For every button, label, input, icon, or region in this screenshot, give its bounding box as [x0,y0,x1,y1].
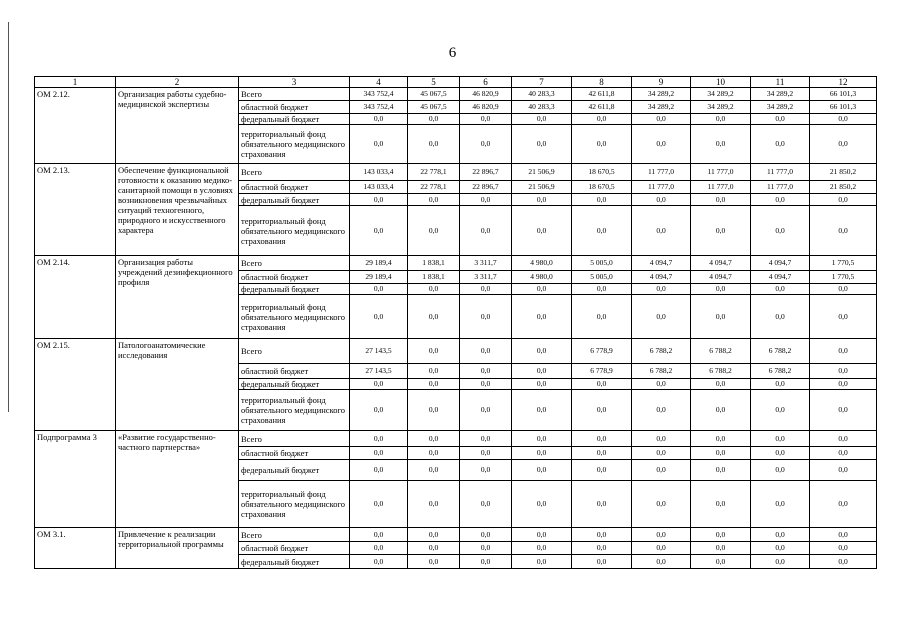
funding-value: 0,0 [460,339,512,364]
funding-value: 0,0 [512,206,572,256]
funding-value: 0,0 [408,555,460,569]
funding-value: 22 778,1 [408,181,460,194]
funding-value: 66 101,3 [810,101,877,114]
funding-value: 0,0 [691,295,751,339]
funding-value: 0,0 [350,481,408,528]
funding-value: 0,0 [810,431,877,447]
funding-value: 0,0 [512,194,572,206]
funding-value: 0,0 [408,447,460,460]
funding-value: 6 788,2 [691,339,751,364]
funding-value: 4 094,7 [632,256,691,271]
funding-value: 0,0 [408,295,460,339]
page-number: 6 [448,45,457,61]
funding-value: 0,0 [460,390,512,431]
funding-value: 40 283,3 [512,88,572,101]
funding-value: 0,0 [350,194,408,206]
funding-value: 0,0 [810,379,877,390]
funding-value: 0,0 [460,295,512,339]
funding-value: 27 143,5 [350,364,408,379]
funding-value: 4 980,0 [512,271,572,284]
funding-value: 0,0 [632,284,691,295]
funding-value: 0,0 [691,379,751,390]
funding-value: 0,0 [572,542,632,555]
funding-value: 0,0 [350,295,408,339]
funding-source: федеральный бюджет [239,114,350,125]
funding-value: 27 143,5 [350,339,408,364]
funding-value: 0,0 [512,295,572,339]
funding-source: федеральный бюджет [239,194,350,206]
funding-value: 0,0 [408,114,460,125]
funding-value: 21 506,9 [512,164,572,181]
column-number-row [35,77,877,88]
funding-value: 6 788,2 [632,364,691,379]
funding-value: 0,0 [408,339,460,364]
funding-value: 0,0 [460,528,512,542]
margin-rule [8,22,9,412]
funding-value: 0,0 [460,125,512,164]
funding-value: 0,0 [512,379,572,390]
funding-value: 0,0 [512,460,572,481]
funding-value: 0,0 [460,431,512,447]
table-row [35,339,877,364]
funding-value: 0,0 [691,194,751,206]
column-number: 1 [35,77,116,88]
funding-source: областной бюджет [239,364,350,379]
funding-source: областной бюджет [239,542,350,555]
funding-value: 3 311,7 [460,256,512,271]
funding-value: 0,0 [632,481,691,528]
column-number: 10 [691,77,751,88]
funding-value: 0,0 [810,447,877,460]
funding-value: 34 289,2 [751,101,810,114]
funding-source: Всего [239,339,350,364]
funding-value: 0,0 [632,379,691,390]
funding-value: 0,0 [751,555,810,569]
funding-value: 34 289,2 [691,88,751,101]
funding-value: 0,0 [408,542,460,555]
funding-value: 0,0 [632,460,691,481]
funding-value: 0,0 [572,206,632,256]
funding-value: 0,0 [512,447,572,460]
activity-name: Обеспечение функциональной готовности к оказанию медико-санитарной помощи в условиях возникновения чрезвычайных ситуаций техногенного, природного и искусственного характера [116,164,239,256]
funding-value: 0,0 [751,295,810,339]
table-row [35,88,877,101]
funding-value: 11 777,0 [691,181,751,194]
funding-value: 0,0 [460,447,512,460]
funding-value: 0,0 [350,284,408,295]
funding-source: территориальный фонд обязательного медицинского страхования [239,481,350,528]
funding-value: 18 670,5 [572,181,632,194]
funding-value: 34 289,2 [632,88,691,101]
funding-value: 0,0 [810,284,877,295]
funding-value: 0,0 [751,114,810,125]
funding-value: 34 289,2 [691,101,751,114]
funding-source: территориальный фонд обязательного медицинского страхования [239,390,350,431]
table-row [35,431,877,447]
funding-value: 0,0 [810,528,877,542]
funding-value: 11 777,0 [632,181,691,194]
funding-value: 0,0 [691,460,751,481]
funding-value: 0,0 [810,194,877,206]
funding-value: 0,0 [350,390,408,431]
funding-value: 34 289,2 [751,88,810,101]
funding-value: 5 005,0 [572,256,632,271]
funding-value: 0,0 [350,542,408,555]
activity-code: ОМ 2.15. [35,339,116,431]
funding-value: 0,0 [632,206,691,256]
funding-value: 0,0 [460,206,512,256]
funding-value: 0,0 [691,431,751,447]
funding-source: областной бюджет [239,101,350,114]
funding-value: 0,0 [810,542,877,555]
funding-value: 1 838,1 [408,256,460,271]
funding-value: 0,0 [810,114,877,125]
activity-name: «Развитие государственно-частного партнерства» [116,431,239,528]
funding-value: 0,0 [460,542,512,555]
funding-value: 46 820,9 [460,88,512,101]
funding-value: 0,0 [408,460,460,481]
funding-value: 0,0 [350,114,408,125]
funding-value: 4 980,0 [512,256,572,271]
funding-value: 0,0 [408,206,460,256]
funding-value: 0,0 [572,390,632,431]
funding-value: 4 094,7 [691,256,751,271]
funding-value: 6 778,9 [572,339,632,364]
funding-value: 0,0 [751,528,810,542]
funding-value: 45 067,5 [408,88,460,101]
funding-value: 40 283,3 [512,101,572,114]
funding-value: 0,0 [572,447,632,460]
funding-value: 0,0 [691,114,751,125]
funding-value: 0,0 [810,390,877,431]
funding-value: 0,0 [751,481,810,528]
funding-value: 0,0 [751,460,810,481]
funding-value: 0,0 [751,390,810,431]
funding-value: 0,0 [460,481,512,528]
funding-value: 4 094,7 [751,271,810,284]
funding-value: 0,0 [572,460,632,481]
funding-value: 0,0 [751,431,810,447]
funding-value: 34 289,2 [632,101,691,114]
funding-value: 0,0 [751,447,810,460]
funding-value: 0,0 [350,206,408,256]
funding-value: 11 777,0 [751,164,810,181]
funding-value: 0,0 [691,528,751,542]
funding-value: 0,0 [632,555,691,569]
funding-value: 0,0 [810,555,877,569]
budget-table [34,76,877,569]
funding-value: 0,0 [460,284,512,295]
funding-value: 4 094,7 [691,271,751,284]
funding-value: 0,0 [810,206,877,256]
funding-value: 0,0 [572,125,632,164]
funding-value: 0,0 [350,125,408,164]
funding-value: 0,0 [691,555,751,569]
funding-value: 0,0 [810,481,877,528]
funding-value: 0,0 [572,555,632,569]
funding-value: 0,0 [512,555,572,569]
activity-code: ОМ 2.14. [35,256,116,339]
funding-value: 1 838,1 [408,271,460,284]
funding-value: 0,0 [572,114,632,125]
funding-value: 0,0 [810,364,877,379]
funding-value: 4 094,7 [751,256,810,271]
funding-source: федеральный бюджет [239,460,350,481]
table-row [35,164,877,181]
funding-value: 0,0 [691,125,751,164]
funding-value: 0,0 [460,114,512,125]
funding-value: 0,0 [691,284,751,295]
funding-value: 0,0 [408,284,460,295]
funding-value: 0,0 [460,379,512,390]
funding-value: 0,0 [751,125,810,164]
funding-source: Всего [239,528,350,542]
funding-value: 0,0 [632,390,691,431]
funding-value: 6 778,9 [572,364,632,379]
activity-code: ОМ 2.12. [35,88,116,164]
funding-value: 0,0 [460,460,512,481]
funding-value: 11 777,0 [751,181,810,194]
funding-value: 0,0 [751,379,810,390]
activity-name: Организация работы учреждений дезинфекционного профиля [116,256,239,339]
funding-value: 0,0 [751,284,810,295]
funding-value: 6 788,2 [751,339,810,364]
funding-source: областной бюджет [239,181,350,194]
funding-value: 0,0 [632,447,691,460]
funding-value: 0,0 [350,431,408,447]
funding-source: федеральный бюджет [239,379,350,390]
funding-value: 0,0 [691,390,751,431]
funding-value: 6 788,2 [691,364,751,379]
funding-value: 0,0 [408,364,460,379]
column-number: 4 [350,77,408,88]
funding-value: 22 896,7 [460,181,512,194]
funding-value: 0,0 [408,431,460,447]
activity-code: ОМ 3.1. [35,528,116,569]
activity-name: Организация работы судебно-медицинской экспертизы [116,88,239,164]
funding-source: территориальный фонд обязательного медицинского страхования [239,206,350,256]
funding-value: 0,0 [810,125,877,164]
activity-name: Патологоанатомические исследования [116,339,239,431]
table-row [35,528,877,542]
funding-source: областной бюджет [239,271,350,284]
funding-value: 18 670,5 [572,164,632,181]
funding-source: областной бюджет [239,447,350,460]
funding-value: 6 788,2 [751,364,810,379]
funding-value: 0,0 [691,481,751,528]
column-number: 2 [116,77,239,88]
funding-value: 0,0 [632,528,691,542]
funding-value: 0,0 [512,481,572,528]
funding-value: 143 033,4 [350,164,408,181]
funding-value: 0,0 [810,295,877,339]
funding-value: 0,0 [512,364,572,379]
funding-value: 0,0 [572,528,632,542]
funding-value: 0,0 [350,460,408,481]
funding-value: 0,0 [350,528,408,542]
funding-value: 0,0 [512,125,572,164]
funding-source: территориальный фонд обязательного медицинского страхования [239,295,350,339]
activity-code: ОМ 2.13. [35,164,116,256]
funding-value: 0,0 [350,379,408,390]
funding-value: 45 067,5 [408,101,460,114]
funding-value: 0,0 [408,379,460,390]
funding-value: 0,0 [512,528,572,542]
funding-value: 0,0 [512,390,572,431]
funding-value: 0,0 [691,447,751,460]
column-number: 11 [751,77,810,88]
funding-value: 42 611,8 [572,101,632,114]
funding-source: Всего [239,256,350,271]
funding-value: 0,0 [751,194,810,206]
funding-value: 1 770,5 [810,256,877,271]
funding-value: 0,0 [460,194,512,206]
funding-value: 0,0 [810,339,877,364]
funding-value: 0,0 [691,206,751,256]
funding-value: 21 850,2 [810,181,877,194]
funding-value: 0,0 [408,528,460,542]
funding-value: 0,0 [691,542,751,555]
funding-value: 0,0 [512,431,572,447]
activity-code: Подпрограмма 3 [35,431,116,528]
funding-value: 0,0 [512,542,572,555]
funding-value: 0,0 [810,460,877,481]
funding-value: 0,0 [512,339,572,364]
funding-value: 0,0 [572,295,632,339]
activity-name: Привлечение к реализации территориальной программы [116,528,239,569]
funding-value: 0,0 [572,481,632,528]
funding-value: 21 850,2 [810,164,877,181]
funding-value: 0,0 [632,431,691,447]
funding-value: 0,0 [751,542,810,555]
column-number: 3 [239,77,350,88]
column-number: 12 [810,77,877,88]
funding-value: 343 752,4 [350,88,408,101]
funding-value: 0,0 [350,555,408,569]
funding-value: 0,0 [572,194,632,206]
funding-value: 0,0 [408,481,460,528]
funding-value: 29 189,4 [350,271,408,284]
funding-value: 0,0 [460,555,512,569]
funding-value: 29 189,4 [350,256,408,271]
column-number: 6 [460,77,512,88]
funding-source: федеральный бюджет [239,555,350,569]
funding-value: 0,0 [632,194,691,206]
funding-value: 22 896,7 [460,164,512,181]
funding-value: 0,0 [460,364,512,379]
column-number: 8 [572,77,632,88]
column-number: 5 [408,77,460,88]
funding-value: 0,0 [512,284,572,295]
funding-value: 0,0 [572,379,632,390]
funding-value: 11 777,0 [632,164,691,181]
funding-value: 0,0 [751,206,810,256]
column-number: 7 [512,77,572,88]
funding-value: 5 005,0 [572,271,632,284]
funding-value: 11 777,0 [691,164,751,181]
funding-value: 21 506,9 [512,181,572,194]
funding-value: 0,0 [632,542,691,555]
funding-value: 0,0 [632,295,691,339]
funding-value: 42 611,8 [572,88,632,101]
funding-source: Всего [239,431,350,447]
funding-value: 0,0 [632,114,691,125]
funding-value: 22 778,1 [408,164,460,181]
funding-source: Всего [239,164,350,181]
funding-value: 0,0 [632,125,691,164]
funding-value: 46 820,9 [460,101,512,114]
column-number: 9 [632,77,691,88]
funding-value: 6 788,2 [632,339,691,364]
funding-value: 343 752,4 [350,101,408,114]
funding-source: Всего [239,88,350,101]
funding-value: 0,0 [572,431,632,447]
table-row [35,256,877,271]
funding-source: территориальный фонд обязательного медицинского страхования [239,125,350,164]
funding-value: 0,0 [572,284,632,295]
funding-value: 66 101,3 [810,88,877,101]
funding-value: 0,0 [408,194,460,206]
funding-value: 0,0 [408,125,460,164]
funding-value: 3 311,7 [460,271,512,284]
funding-value: 0,0 [350,447,408,460]
funding-source: федеральный бюджет [239,284,350,295]
funding-value: 0,0 [408,390,460,431]
funding-value: 4 094,7 [632,271,691,284]
funding-value: 0,0 [512,114,572,125]
funding-value: 1 770,5 [810,271,877,284]
funding-value: 143 033,4 [350,181,408,194]
